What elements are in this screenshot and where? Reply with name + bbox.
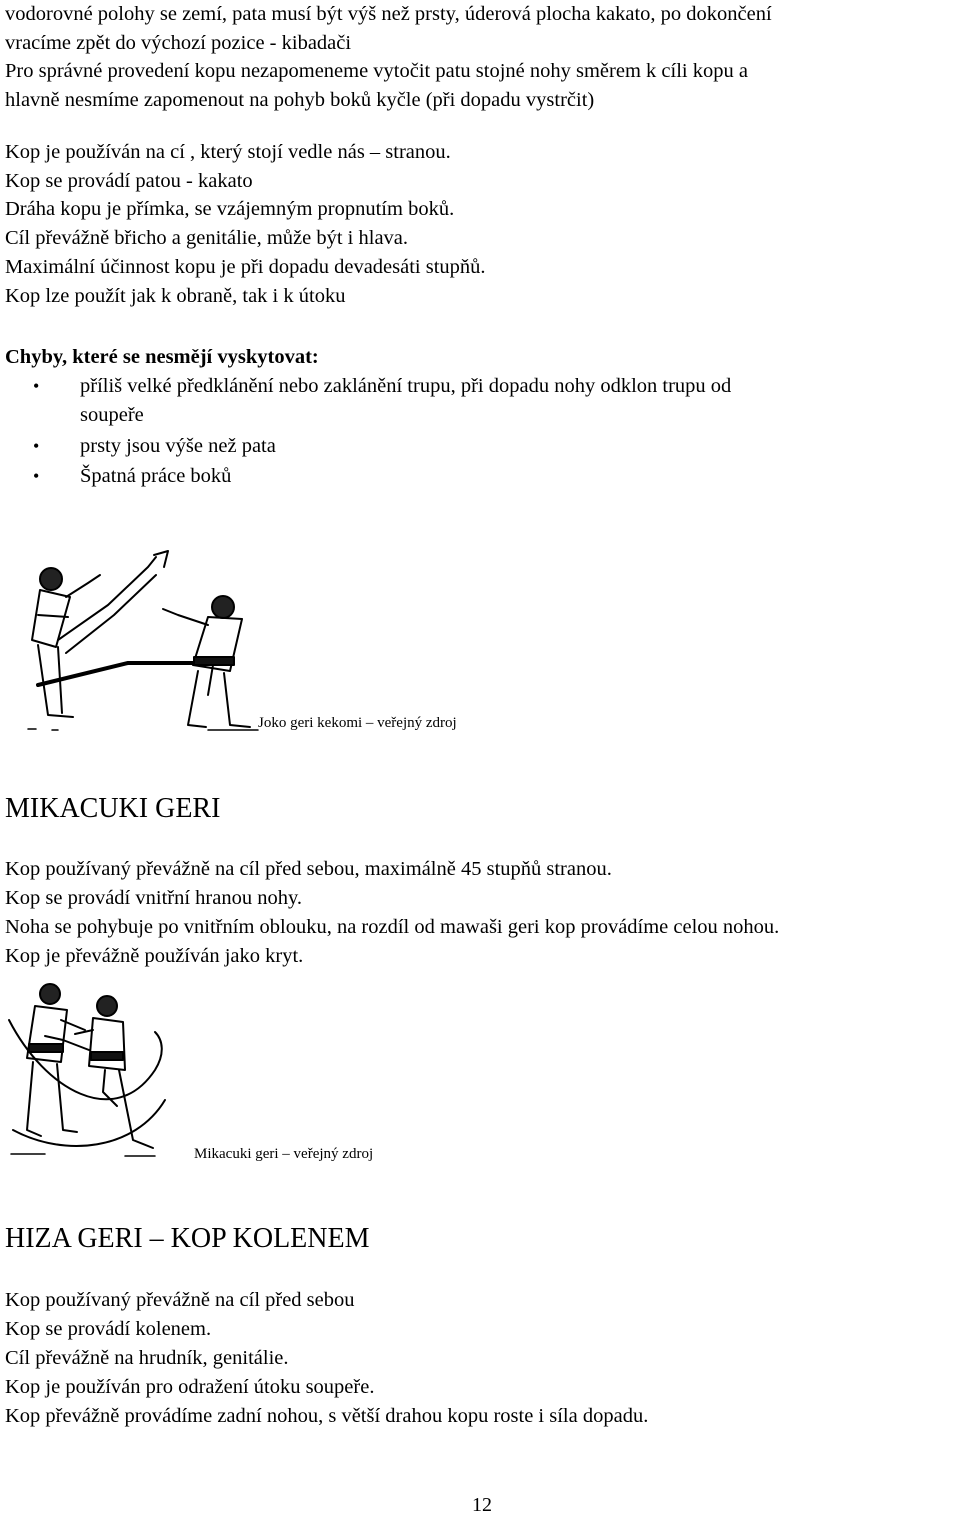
text-line: Kop je převážně používán jako kryt. [5,945,304,967]
text-line: Kop se provádí kolenem. [5,1318,212,1340]
list-item: příliš velké předklánění nebo zaklánění trupu, při dopadu nohy odklon trupu od [80,375,732,397]
text-line: Maximální účinnost kopu je při dopadu devadesáti stupňů. [5,256,486,278]
karate-crescent-kick-illustration [5,980,185,1162]
text-line: Dráha kopu je přímka, se vzájemným propnutím boků. [5,198,455,220]
text-line: Cíl převážně na hrudník, genitálie. [5,1347,289,1369]
section-heading: MIKACUKI GERI [5,793,221,824]
text-line: vracíme zpět do výchozí pozice - kibadači [5,32,352,54]
bullet-icon: • [33,376,40,396]
text-line: Kop lze použít jak k obraně, tak i k útoku [5,285,346,307]
text-line: Kop používaný převážně na cíl před sebou, maximálně 45 stupňů stranou. [5,858,612,880]
text-line: Kop je používán pro odražení útoku soupeře. [5,1376,375,1398]
text-line: Kop se provádí patou - kakato [5,170,253,192]
list-item: Špatná práce boků [80,465,232,487]
list-item: prsty jsou výše než pata [80,435,276,457]
text-line: Noha se pohybuje po vnitřním oblouku, na rozdíl od mawaši geri kop provádíme celou nohou. [5,916,780,938]
text-line: Kop je používán na cí , který stojí vedle nás – stranou. [5,141,451,163]
errors-title: Chyby, které se nesmějí vyskytovat: [5,346,319,368]
list-item-continuation: soupeře [80,404,144,426]
page-number: 12 [472,1494,492,1516]
bullet-icon: • [33,466,40,486]
text-line: Kop používaný převážně na cíl před sebou [5,1289,355,1311]
text-line: Kop převážně provádíme zadní nohou, s větší drahou kopu roste i síla dopadu. [5,1405,649,1427]
figure-caption: Joko geri kekomi – veřejný zdroj [258,715,457,731]
text-line: vodorovné polohy se zemí, pata musí být výš než prsty, úderová plocha kakato, po dokončení [5,3,772,25]
text-line: Pro správné provedení kopu nezapomeneme vytočit patu stojné nohy směrem k cíli kopu a [5,60,748,82]
text-line: Cíl převážně břicho a genitálie, může být i hlava. [5,227,409,249]
karate-side-kick-illustration [18,545,268,735]
section-heading: HIZA GERI – KOP KOLENEM [5,1223,370,1254]
text-line: Kop se provádí vnitřní hranou nohy. [5,887,303,909]
figure-caption: Mikacuki geri – veřejný zdroj [194,1146,374,1162]
bullet-icon: • [33,436,40,456]
text-line: hlavně nesmíme zapomenout na pohyb boků kyčle (při dopadu vystrčit) [5,89,595,111]
